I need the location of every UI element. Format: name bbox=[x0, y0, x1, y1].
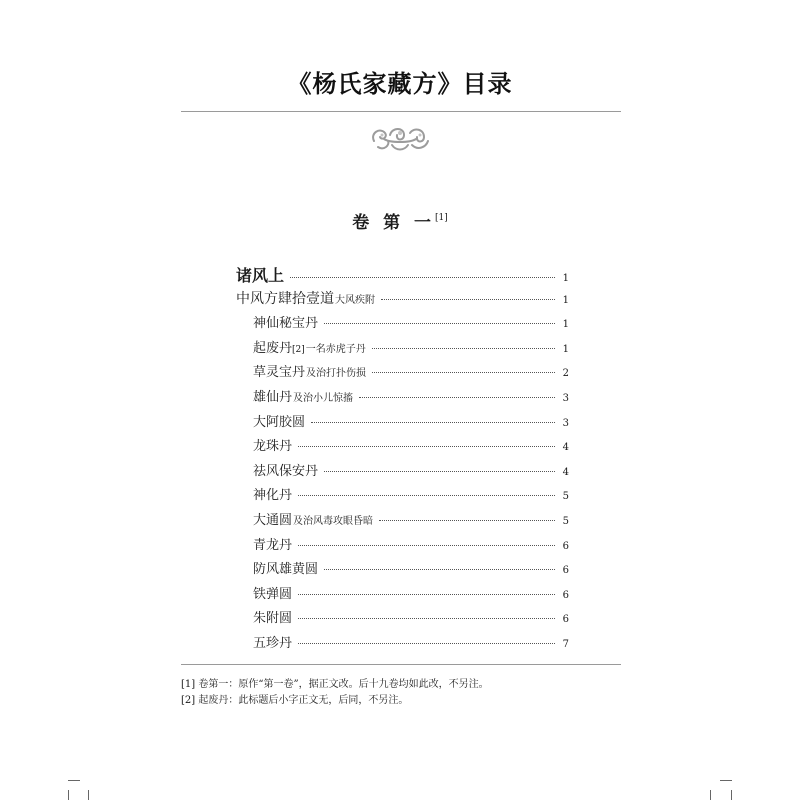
dot-leader bbox=[298, 594, 555, 595]
dot-leader bbox=[298, 495, 555, 496]
toc-entry-title: 祛风保安丹 bbox=[253, 463, 319, 479]
dot-leader bbox=[372, 372, 555, 373]
crop-mark-right-v2 bbox=[731, 790, 732, 800]
footnote-1: [1] 卷第一：原作“第一卷”，据正文改。后十九卷均如此改，不另注。 bbox=[181, 679, 489, 690]
dot-leader bbox=[381, 299, 555, 300]
footnote-divider bbox=[181, 664, 621, 665]
toc-entry bbox=[236, 411, 569, 436]
toc-entry-title: 雄仙丹 bbox=[253, 389, 293, 405]
toc-entry-title: 神化丹 bbox=[253, 488, 293, 504]
toc-entry-page-number: 7 bbox=[562, 638, 569, 650]
dot-leader bbox=[290, 277, 555, 278]
toc-entry-title: 神仙秘宝丹 bbox=[253, 316, 319, 332]
toc-entry-page-number: 2 bbox=[562, 368, 569, 380]
dot-leader bbox=[324, 323, 555, 324]
toc-entry-page-number: 6 bbox=[562, 589, 569, 601]
toc-entry-title: 诸风上 bbox=[236, 266, 285, 285]
toc-entry-title: 大通圆 bbox=[253, 512, 293, 528]
toc-entry-title: 五珍丹 bbox=[253, 635, 293, 651]
toc-entry-title: 草灵宝丹 bbox=[253, 365, 306, 381]
toc-entry-footnote-ref: [2] bbox=[292, 344, 305, 355]
toc-entry-page-number: 1 bbox=[562, 273, 569, 284]
toc-entry-title: 防风雄黄圆 bbox=[253, 562, 319, 578]
toc-entry-page-number: 1 bbox=[562, 319, 569, 331]
toc-entry bbox=[236, 263, 569, 288]
toc-entry bbox=[236, 312, 569, 337]
dot-leader bbox=[298, 545, 555, 546]
toc-entry-title: 朱附圆 bbox=[253, 611, 293, 627]
toc-entry-note: 大风疾附 bbox=[335, 294, 375, 306]
toc-entry-note: 一名赤虎子丹 bbox=[305, 343, 366, 355]
toc-entry-page-number: 1 bbox=[562, 294, 569, 306]
table-of-contents bbox=[236, 263, 569, 657]
toc-entry-note: 及治小儿惊搐 bbox=[293, 392, 354, 404]
crop-mark-right-v1 bbox=[710, 790, 711, 800]
toc-entry bbox=[236, 534, 569, 559]
toc-entry bbox=[236, 607, 569, 632]
dot-leader bbox=[359, 397, 555, 398]
cloud-ornament-icon bbox=[368, 121, 432, 157]
toc-entry-page-number: 1 bbox=[562, 343, 569, 355]
toc-entry-page-number: 5 bbox=[562, 515, 569, 527]
toc-entry bbox=[236, 435, 569, 460]
chapter-heading bbox=[0, 208, 800, 233]
chapter-label: 卷 第 一 bbox=[352, 213, 436, 233]
toc-entry-title: 龙珠丹 bbox=[253, 439, 293, 455]
toc-entry-title: 铁弹圆 bbox=[253, 586, 293, 602]
toc-entry-title: 起废丹 bbox=[253, 340, 293, 356]
toc-entry bbox=[236, 288, 569, 313]
dot-leader bbox=[298, 446, 555, 447]
header-divider bbox=[181, 111, 621, 112]
toc-entry-title: 中风方肆拾壹道 bbox=[236, 290, 334, 307]
dot-leader bbox=[372, 348, 555, 349]
crop-mark-left-v2 bbox=[88, 790, 89, 800]
dot-leader bbox=[298, 618, 555, 619]
toc-entry-note: 及治风毒攻眼昏暗 bbox=[293, 515, 374, 527]
toc-entry bbox=[236, 484, 569, 509]
toc-entry-page-number: 5 bbox=[562, 491, 569, 503]
dot-leader bbox=[324, 471, 555, 472]
toc-entry bbox=[236, 583, 569, 608]
footnote-2: [2] 起废丹：此标题后小字正文无，后同，不另注。 bbox=[181, 695, 409, 706]
crop-mark-left-v1 bbox=[68, 790, 69, 800]
toc-entry bbox=[236, 632, 569, 657]
dot-leader bbox=[324, 569, 555, 570]
crop-mark-left-h bbox=[68, 780, 80, 781]
dot-leader bbox=[298, 643, 555, 644]
toc-entry-page-number: 4 bbox=[562, 442, 569, 454]
toc-entry bbox=[236, 361, 569, 386]
toc-entry-page-number: 6 bbox=[562, 565, 569, 577]
dot-leader bbox=[311, 422, 555, 423]
toc-entry-note: 及治打扑伤损 bbox=[306, 368, 367, 380]
toc-entry-page-number: 3 bbox=[562, 417, 569, 429]
toc-entry-title: 大阿胶圆 bbox=[253, 414, 306, 430]
toc-entry bbox=[236, 509, 569, 534]
toc-entry-page-number: 6 bbox=[562, 540, 569, 552]
toc-entry bbox=[236, 558, 569, 583]
toc-entry bbox=[236, 386, 569, 411]
chapter-footnote-ref: [1] bbox=[435, 213, 448, 223]
footnotes bbox=[181, 677, 489, 709]
toc-entry-page-number: 6 bbox=[562, 614, 569, 626]
toc-entry-page-number: 4 bbox=[562, 466, 569, 478]
page-title: 《杨氏家藏方》目录 bbox=[287, 69, 513, 98]
toc-entry bbox=[236, 337, 569, 362]
dot-leader bbox=[379, 520, 555, 521]
toc-entry-page-number: 3 bbox=[562, 392, 569, 404]
toc-entry-title: 青龙丹 bbox=[253, 537, 293, 553]
toc-entry bbox=[236, 460, 569, 485]
crop-mark-right-h bbox=[720, 780, 732, 781]
